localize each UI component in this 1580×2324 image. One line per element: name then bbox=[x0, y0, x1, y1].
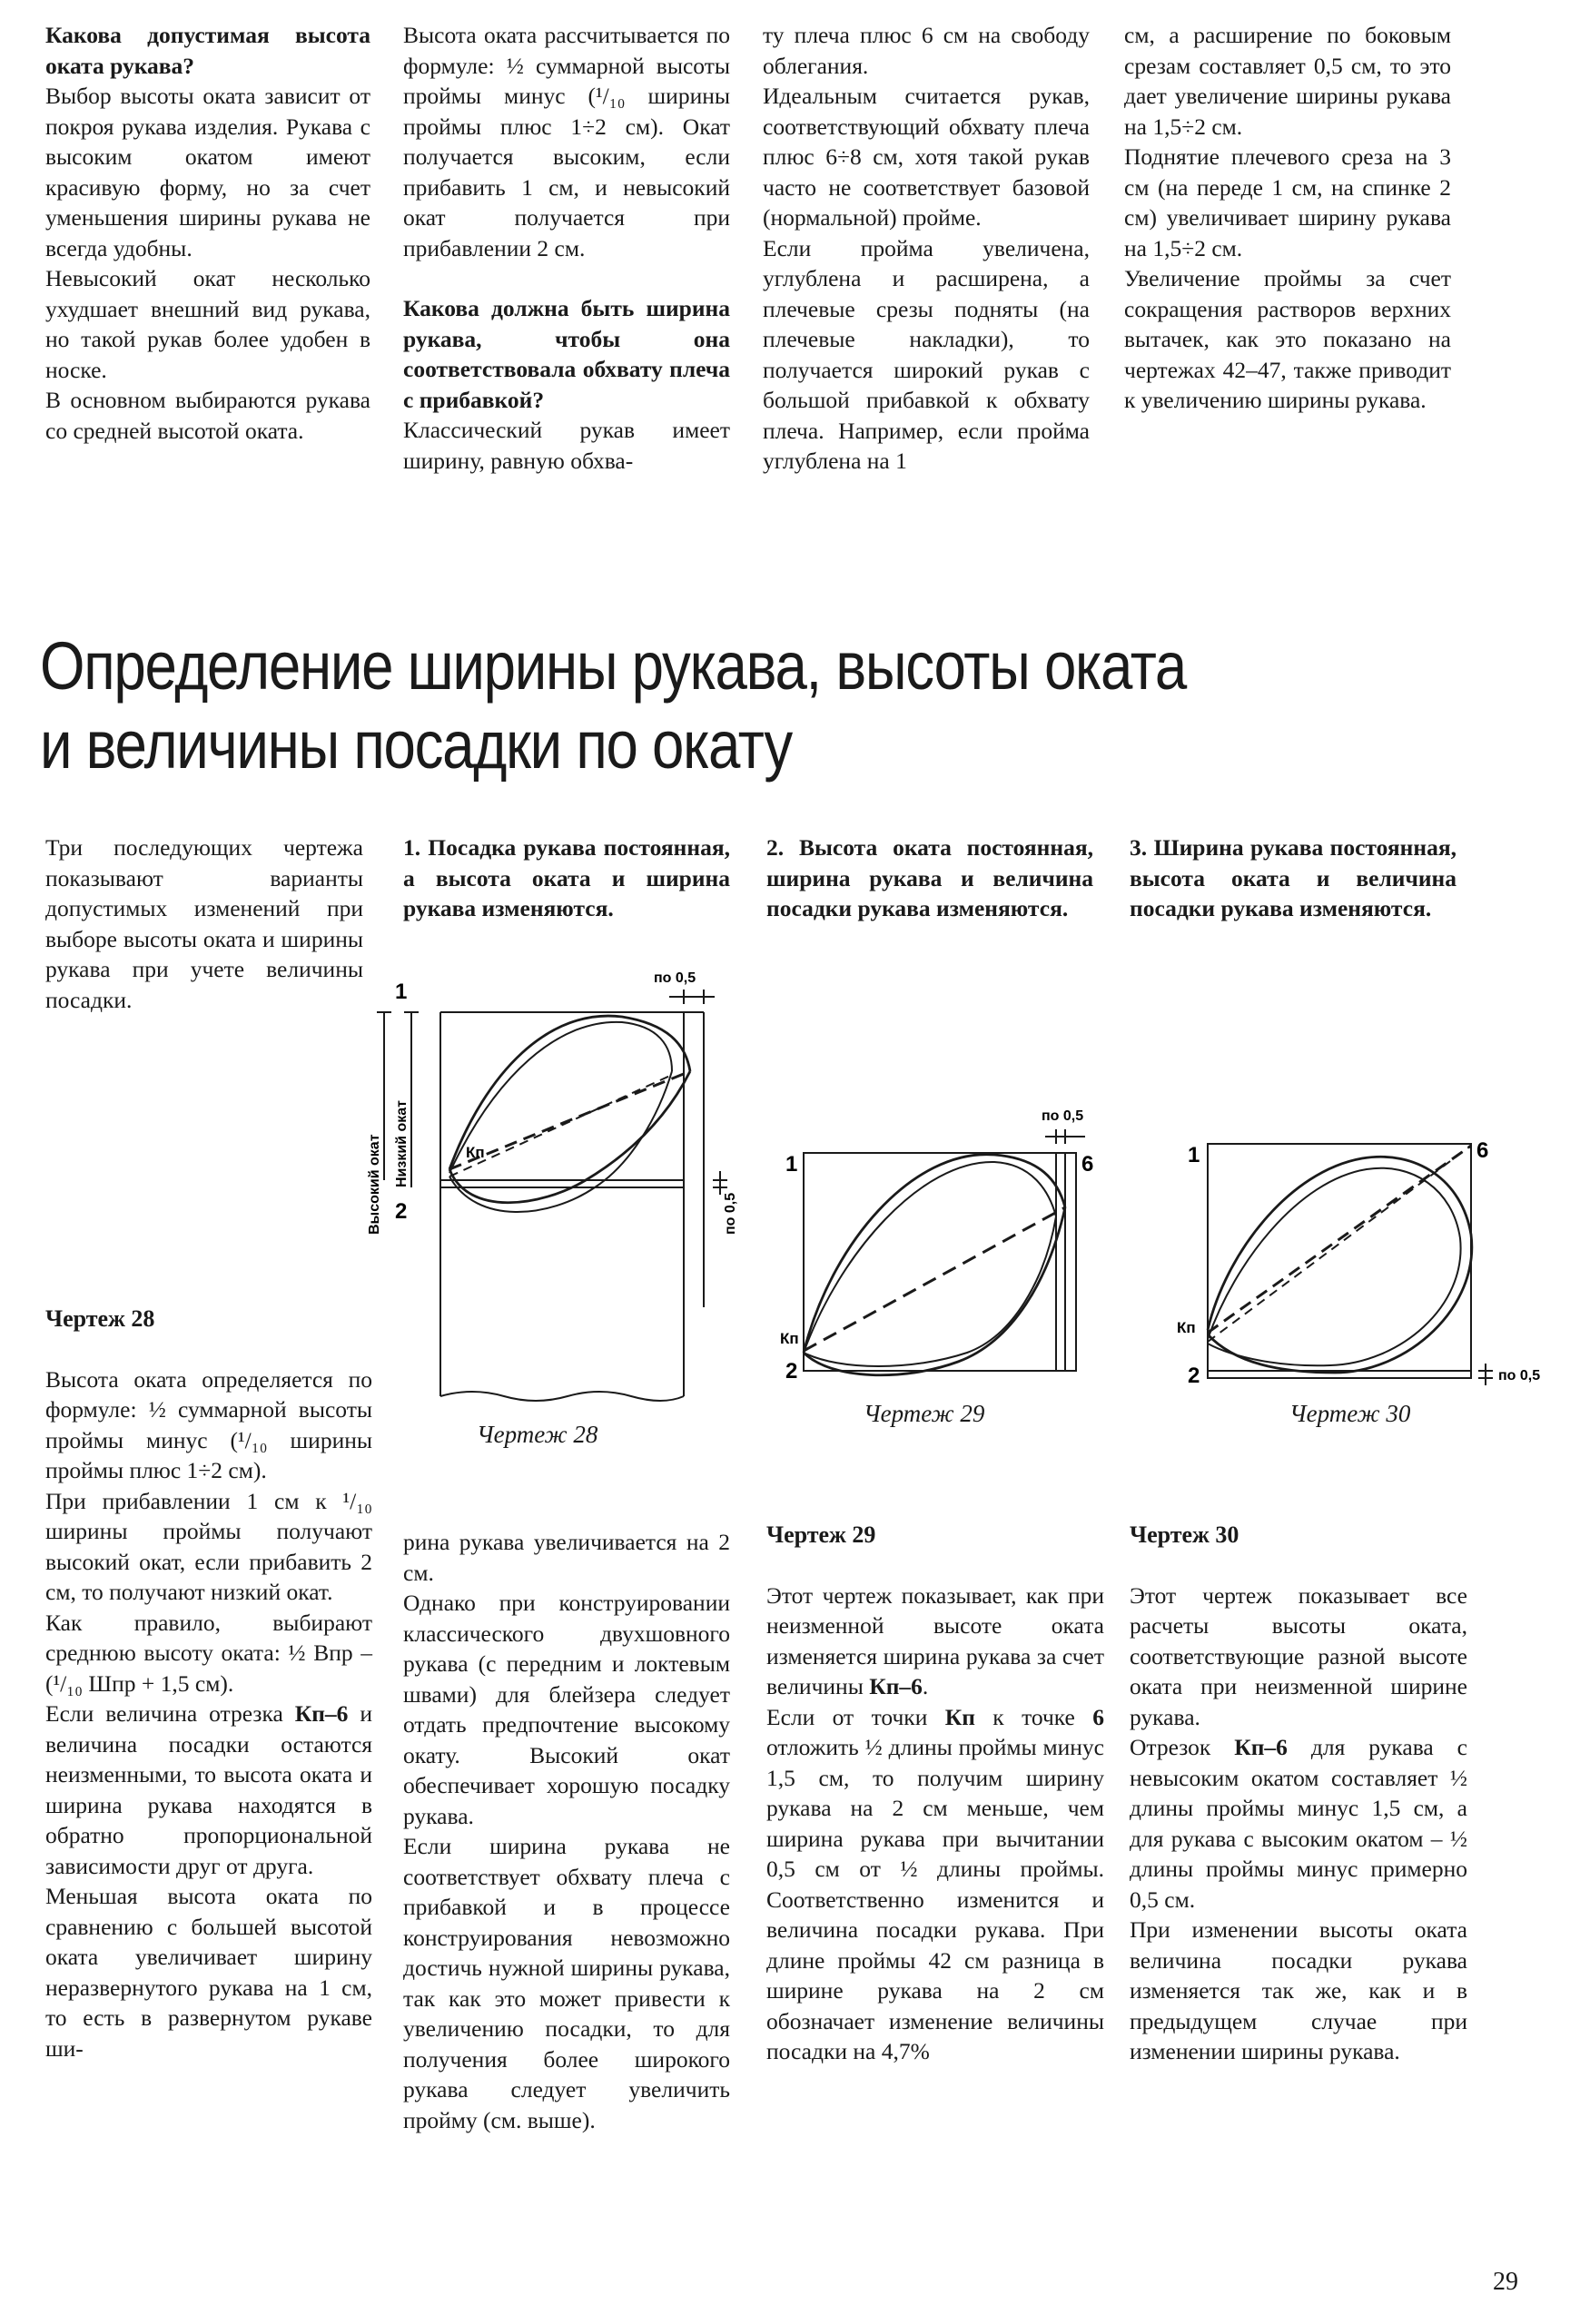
point-kp-label: Кп bbox=[1177, 1319, 1196, 1336]
label-low-cap: Низкий окат bbox=[394, 1100, 410, 1187]
drawing-30 bbox=[1171, 1126, 1553, 1427]
variant-3-caption: 3. Ширина рукава постоянная, высота оката и величина посадки рукава изменяются. bbox=[1130, 834, 1457, 921]
dashed-diagonal bbox=[449, 1071, 690, 1169]
page-number: 29 bbox=[1493, 2268, 1518, 2296]
paragraph: Однако при конструировании классического двухшовного рукава (с передним и локтевым швами) для блейзера следует отдать предпочтение высокому окату. Высокий окат обеспечивает хорошую посадку рукава. bbox=[403, 1590, 730, 1829]
top-column-2 bbox=[403, 20, 730, 476]
paragraph: Классический рукав имеет ширину, равную обхва- bbox=[403, 417, 730, 474]
dashed-diagonal bbox=[804, 1207, 1065, 1351]
label-side-offset: по 0,5 bbox=[1498, 1368, 1541, 1384]
point-6-label: 6 bbox=[1081, 1152, 1094, 1177]
drawing-29-caption: Чертеж 29 bbox=[864, 1400, 985, 1427]
drawing-29 bbox=[776, 1098, 1121, 1427]
point-kp-label: Кп bbox=[780, 1330, 799, 1347]
paragraph: Как правило, выбирают среднюю высоту оката: ½ Впр – (¹/₁₀ Шпр + 1,5 см). bbox=[45, 1609, 372, 1697]
paragraph: Меньшая высота оката по сравнению с большей высотой оката увеличивает ширину неразвернутого рукава на 1 см, то есть в развернутом рукаве ши- bbox=[45, 1883, 372, 2062]
point-1-label: 1 bbox=[395, 980, 408, 1004]
paragraph: Выбор высоты оката зависит от покроя рукава изделия. Рукава с высоким окатом имеют красивую форму, но за счет уменьшения ширины рукава не всегда удобны. bbox=[45, 83, 370, 261]
top-column-4 bbox=[1124, 20, 1451, 416]
point-6-label: 6 bbox=[1476, 1138, 1489, 1163]
drawing-title: Чертеж 30 bbox=[1130, 1521, 1239, 1548]
point-2-label: 2 bbox=[785, 1359, 798, 1384]
label-side-offset: по 0,5 bbox=[723, 1192, 738, 1235]
paragraph: При прибавлении 1 см к ¹/₁₀ ширины проймы получают высокий окат, если прибавить 2 см, то получают низкий окат. bbox=[45, 1487, 372, 1605]
point-2-label: 2 bbox=[395, 1199, 408, 1224]
paragraph: Этот чертеж показывает, как при неизменной высоте оката изменяется ширина рукава за счет величины Кп–6. bbox=[766, 1581, 1104, 1699]
point-kp-label: Кп bbox=[466, 1144, 485, 1161]
label-top-offset: по 0,5 bbox=[654, 970, 696, 986]
section-heading bbox=[40, 626, 1211, 784]
drawing-28-svg bbox=[359, 962, 740, 1416]
paragraph: Идеальным считается рукав, соответствующий обхвату плеча плюс 6÷8 см, хотя такой рукав часто не соответствует базовой (нормальной) пройме. bbox=[763, 83, 1090, 231]
drawing-28 bbox=[359, 962, 740, 1448]
bottom-column-4 bbox=[1130, 1520, 1467, 2067]
intro-text: Три последующих чертежа показывают варианты допустимых изменений при выборе высоты оката и ширины рукава при учете величины посадки. bbox=[45, 834, 363, 1013]
paragraph: Этот чертеж показывает все расчеты высоты оката, соответствующие разной высоте оката при неизменной ширине рукава. bbox=[1130, 1581, 1467, 1730]
dashed-diagonal bbox=[449, 1075, 672, 1177]
paragraph: Увеличение проймы за счет сокращения растворов верхних вытачек, как это показано на чертежах 42–47, также приводит к увеличению ширины рукава. bbox=[1124, 265, 1451, 413]
paragraph: Если величина отрезка Кп–6 и величина посадки остаются неизменными, то высота оката и ширина рукава находятся в обратно пропорциональной зависимости друг от друга. bbox=[45, 1700, 372, 1879]
paragraph: Отрезок Кп–6 для рукава с невысоким окатом составляет ½ длины проймы минус 1,5 см, а для рукава с высоким окатом – ½ длины проймы минус примерно 0,5 см. bbox=[1130, 1734, 1467, 1913]
paragraph: В основном выбираются рукава со средней высотой оката. bbox=[45, 387, 370, 444]
point-1-label: 1 bbox=[1188, 1143, 1200, 1167]
paragraph: Поднятие плечевого среза на 3 см (на переде 1 см, на спинке 2 см) увеличивает ширину рукава на 1,5÷2 см. bbox=[1124, 143, 1451, 261]
dashed-diagonal bbox=[1208, 1146, 1471, 1333]
top-column-1 bbox=[45, 20, 370, 446]
label-high-cap: Высокий окат bbox=[367, 1134, 382, 1235]
paragraph: При изменении высоты оката величина посадки рукава изменяется так же, как и в предыдущем случае при изменении ширины рукава. bbox=[1130, 1916, 1467, 2064]
drawing-28-caption: Чертеж 28 bbox=[477, 1421, 598, 1448]
paragraph: рина рукава увеличивается на 2 см. bbox=[403, 1529, 730, 1586]
paragraph: Невысокий окат несколько ухудшает внешний вид рукава, но такой рукав более удобен в носке. bbox=[45, 265, 370, 383]
paragraph: ту плеча плюс 6 см на свободу облегания. bbox=[763, 22, 1090, 79]
frame-rect bbox=[804, 1153, 1076, 1371]
sleeve-outline bbox=[1208, 1157, 1472, 1373]
top-column-3 bbox=[763, 20, 1090, 477]
drawing-29-svg bbox=[776, 1098, 1121, 1398]
sleeve-outline bbox=[1208, 1168, 1461, 1366]
drawing-30-svg bbox=[1171, 1126, 1553, 1398]
label-top-offset: по 0,5 bbox=[1042, 1108, 1084, 1124]
sleeve-under-curve bbox=[804, 1207, 1065, 1375]
section-heading-line-1: Определение ширины рукава, высоты оката bbox=[40, 628, 1186, 704]
paragraph: Высота оката определяется по формуле: ½ суммарной высоты проймы минус (¹/₁₀ ширины проймы плюс 1÷2 см). bbox=[45, 1365, 372, 1483]
drawing-title: Чертеж 28 bbox=[45, 1305, 155, 1332]
bottom-column-2 bbox=[403, 1527, 730, 2135]
drawing-30-caption: Чертеж 30 bbox=[1289, 1400, 1411, 1427]
paragraph: Высота оката рассчитывается по формуле: ½ суммарной высоты проймы минус (¹/₁₀ ширины проймы плюс 1÷2 см). Окат получается высоким, если прибавить 1 см, и невысокий окат получается при прибавлении 2 см. bbox=[403, 22, 730, 261]
wavy-bottom bbox=[440, 1392, 684, 1401]
sleeve-under-curve bbox=[804, 1216, 1056, 1366]
section-heading-line-2: и величины посадки по окату bbox=[40, 707, 792, 783]
paragraph: Если пройма увеличена, углублена и расширена, а плечевые срезы подняты (на плечевые накладки), то получается широкий рукав с большой прибавкой к обхвату плеча. Например, если пройма углублена на 1 bbox=[763, 234, 1090, 474]
sleeve-cap-curve bbox=[804, 1155, 1065, 1353]
point-2-label: 2 bbox=[1188, 1364, 1200, 1388]
bottom-column-3 bbox=[766, 1520, 1104, 2067]
sleeve-under-curve bbox=[449, 1071, 690, 1203]
sleeve-cap-curve bbox=[804, 1162, 1056, 1353]
sleeve-cap-curve bbox=[449, 1016, 690, 1169]
variant-2-caption: 2. Высота оката постоянная, ширина рукава и величина посадки рукава изменяются. bbox=[766, 834, 1093, 921]
paragraph: Если от точки Кп к точке 6 отложить ½ длины проймы минус 1,5 см, то получим ширину рукава на 2 см меньше, чем ширина рукава при вычитании 0,5 см от ½ длины проймы. Соответственно изменится и величина посадки рукава. При длине проймы 42 см разница в ширине рукава на 2 см обозначает изменение величины посадки на 4,7% bbox=[766, 1703, 1104, 2064]
question-heading: Какова допустимая высота оката рукава? bbox=[45, 22, 370, 79]
paragraph: Если ширина рукава не соответствует обхвату плеча с прибавкой и в процессе конструирования невозможно достичь нужной ширины рукава, так как это может привести к увеличению посадки, то для получения более широкого рукава следует увеличить пройму (см. выше). bbox=[403, 1833, 730, 2133]
paragraph: см, а расширение по боковым срезам составляет 0,5 см, то это дает увеличение ширины рукава на 1,5÷2 см. bbox=[1124, 22, 1451, 140]
bottom-column-1 bbox=[45, 1304, 372, 2063]
point-1-label: 1 bbox=[785, 1152, 798, 1177]
drawing-title: Чертеж 29 bbox=[766, 1521, 876, 1548]
variant-1-caption: 1. Посадка рукава постоянная, а высота оката и ширина рукава изменяются. bbox=[403, 834, 730, 921]
question-heading: Какова должна быть ширина рукава, чтобы она соответствовала обхвату плеча с прибавкой? bbox=[403, 295, 730, 413]
